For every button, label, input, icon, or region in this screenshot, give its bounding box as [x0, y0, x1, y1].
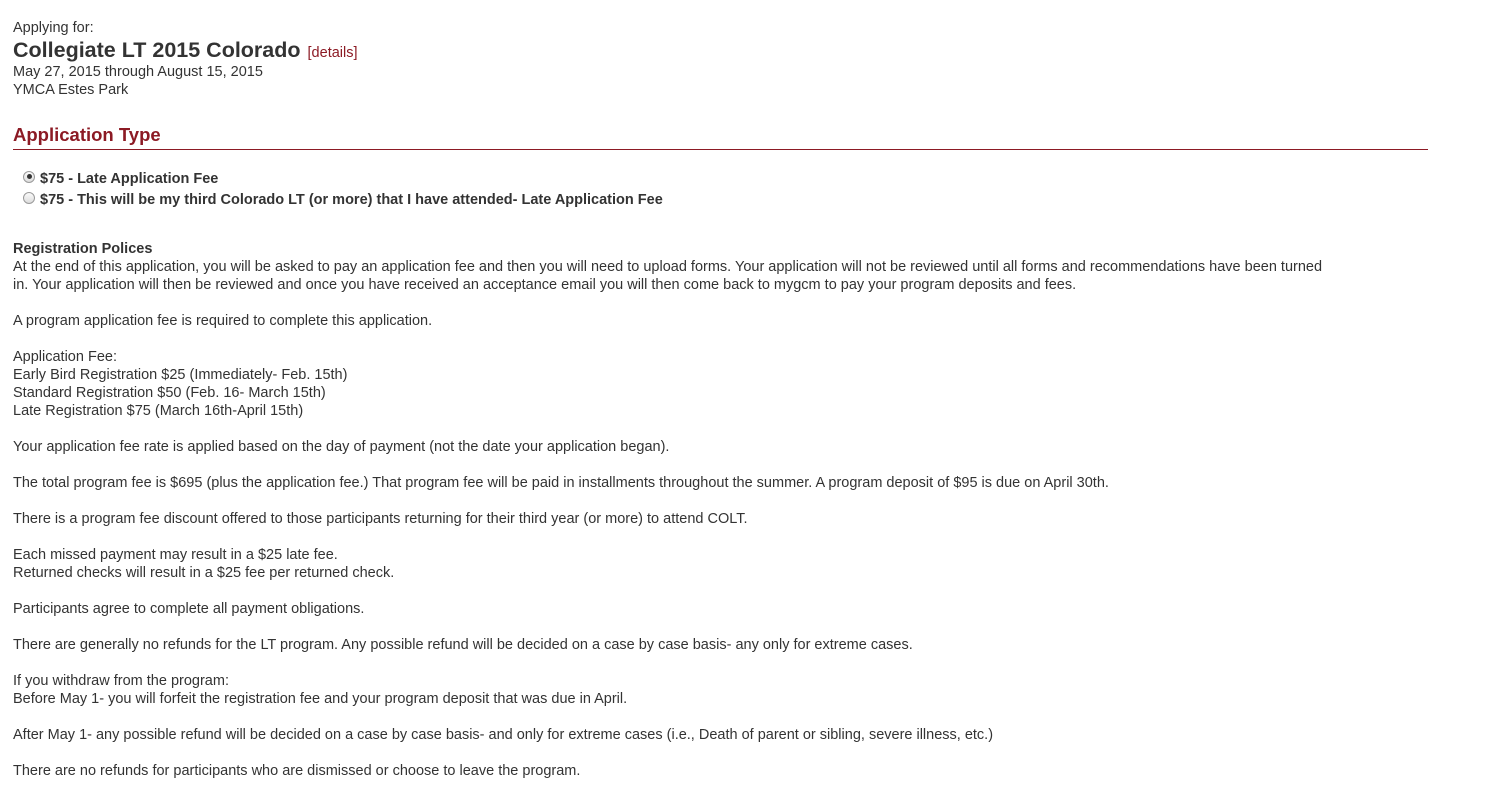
registration-policies	[13, 240, 1428, 780]
details-link[interactable]: [details]	[307, 45, 358, 61]
application-type-heading: Application Type	[13, 124, 1428, 150]
before-may-text: Before May 1- you will forfeit the registration fee and your program deposit that was due in April.	[13, 691, 628, 707]
obligations-text: Participants agree to complete all payment obligations.	[13, 601, 365, 617]
program-title: Collegiate LT 2015 Colorado	[13, 38, 301, 62]
fee-late: Late Registration $75 (March 16th-April 15th)	[13, 403, 304, 419]
policies-intro-line-1: At the end of this application, you will be asked to pay an application fee and then you will need to upload forms. Your application will not be reviewed until all forms and recommendations have been turned	[13, 259, 1323, 275]
no-refunds-text: There are generally no refunds for the LT program. Any possible refund will be decided on a case by case basis- any only for extreme cases.	[13, 637, 913, 653]
discount-text: There is a program fee discount offered to those participants returning for their third year (or more) to attend COLT.	[13, 511, 748, 527]
program-dates: May 27, 2015 through August 15, 2015	[13, 64, 263, 80]
after-may-text: After May 1- any possible refund will be decided on a case by case basis- and only for extreme cases (i.e., Death of parent or sibling, severe illness, etc.)	[13, 727, 994, 743]
application-type-options	[13, 168, 1428, 210]
withdraw-heading: If you withdraw from the program:	[13, 673, 229, 689]
option-label-third-year: $75 - This will be my third Colorado LT (or more) that I have attended- Late Application Fee	[40, 191, 663, 208]
option-label-late-fee: $75 - Late Application Fee	[40, 170, 219, 187]
fee-early-bird: Early Bird Registration $25 (Immediately- Feb. 15th)	[13, 367, 348, 383]
total-fee-text: The total program fee is $695 (plus the application fee.) That program fee will be paid in installments throughout the summer. A program deposit of $95 is due on April 30th.	[13, 475, 1109, 491]
application-option-late-fee[interactable]	[23, 168, 1428, 189]
program-summary	[13, 19, 1428, 99]
fee-standard: Standard Registration $50 (Feb. 16- March 15th)	[13, 385, 326, 401]
program-title-row	[13, 37, 1428, 63]
application-option-third-year[interactable]	[23, 189, 1428, 210]
fee-required-text: A program application fee is required to complete this application.	[13, 313, 433, 329]
dismissed-text: There are no refunds for participants who are dismissed or choose to leave the program.	[13, 763, 581, 779]
radio-third-year[interactable]	[23, 192, 35, 204]
policies-intro-line-2: in. Your application will then be reviewed and once you have received an acceptance email you will then come back to mygcm to pay your program deposits and fees.	[13, 277, 1077, 293]
missed-payment-text: Each missed payment may result in a $25 late fee.	[13, 547, 338, 563]
returned-checks-text: Returned checks will result in a $25 fee per returned check.	[13, 565, 395, 581]
program-location: YMCA Estes Park	[13, 82, 129, 98]
fee-heading: Application Fee:	[13, 349, 117, 365]
radio-late-fee[interactable]	[23, 171, 35, 183]
policies-title: Registration Polices	[13, 241, 153, 257]
fee-rate-text: Your application fee rate is applied based on the day of payment (not the date your application began).	[13, 439, 670, 455]
applying-for-label: Applying for:	[13, 20, 94, 36]
